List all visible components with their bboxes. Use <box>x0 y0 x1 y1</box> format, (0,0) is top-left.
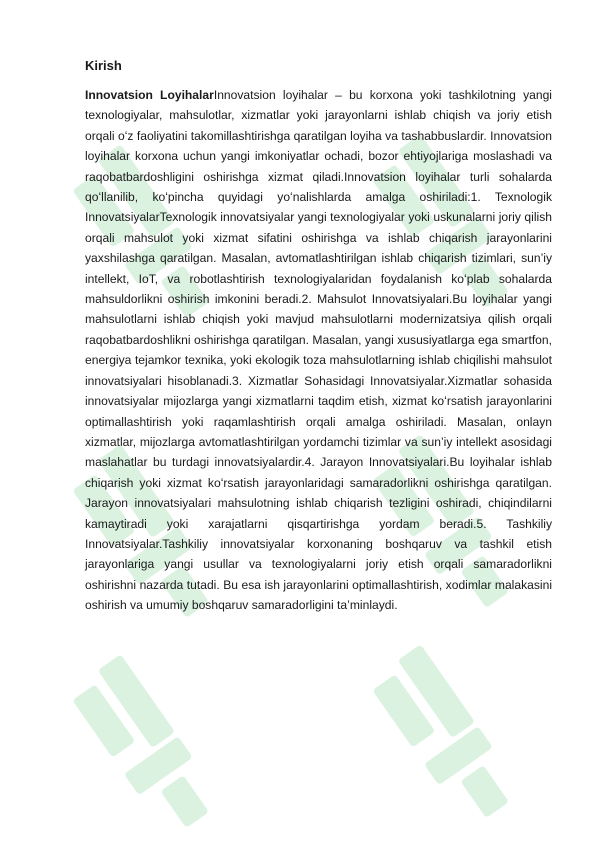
document-content <box>85 57 552 616</box>
watermark-logo-icon <box>370 630 540 830</box>
section-heading: Kirish <box>85 58 122 73</box>
lead-title: Innovatsion Loyihalar <box>85 88 214 102</box>
watermark-logo-icon <box>70 640 240 840</box>
body-text: Innovatsion loyihalar – bu korxona yoki tashkilotning yangi texnologiyalar, mahsulotlar, xizmatlar yoki jarayonlarni ishlab chiqish va joriy etish orqali oʻz faoliyatini takomillashtirishga qaratilgan loyiha va tashabbuslardir. Innovatsion loyihalar korxona uchun yangi imkoniyatlar ochadi, bozor ehtiyojlariga moslashadi va raqobatbardoshligini oshirishga xizmat qiladi.Innovatsion loyihalar turli sohalarda qoʻllanilib, koʻpincha quyidagi yoʻnalishlarda amalga oshiriladi:1. Texnologik InnovatsiyalarTexnologik innovatsiyalar yangi texnologiyalar yoki uskunalarni joriy qilish orqali mahsulot yoki xizmat sifatini oshirishga va ishlab chiqarish jarayonlarini yaxshilashga qaratilgan. Masalan, avtomatlashtirilgan ishlab chiqarish tizimlari, sun’iy intellekt, IoT, va robotlashtirish texnologiyalaridan foydalanish koʻplab sohalarda mahsuldorlikni oshirish imkonini beradi.2. Mahsulot Innovatsiyalari.Bu loyihalar yangi mahsulotlarni ishlab chiqish yoki mavjud mahsulotlarni modernizatsiya qilish orqali raqobatbardoshlikni oshirishga qaratilgan. Masalan, yangi xususiyatlarga ega smartfon, energiya tejamkor texnika, yoki ekologik toza mahsulotlarning ishlab chiqilishi mahsulot innovatsiyalari hisoblanadi.3. Xizmatlar Sohasidagi Innovatsiyalar.Xizmatlar sohasida innovatsiyalar mijozlarga yangi xizmatlarni taqdim etish, xizmat koʻrsatish jarayonlarini optimallashtirish yoki raqamlashtirish orqali amalga oshiriladi. Masalan, onlayn xizmatlar, mijozlarga avtomatlashtirilgan yordamchi tizimlar va sun’iy intellekt asosidagi maslahatlar bu turdagi innovatsiyalardir.4. Jarayon Innovatsiyalari.Bu loyihalar ishlab chiqarish yoki xizmat koʻrsatish jarayonlaridagi samaradorlikni oshirishga qaratilgan. Jarayon innovatsiyalari mahsulotning ishlab chiqarish tezligini oshiradi, chiqindilarni kamaytiradi yoki xarajatlarni qisqartirishga yordam beradi.5. Tashkiliy Innovatsiyalar.Tashkiliy innovatsiyalar korxonaning boshqaruv va tashkil etish jarayonlariga yangi usullar va texnologiyalarni joriy etish orqali samaradorlikni oshirishni nazarda tutadi. Bu esa ish jarayonlarini optimallashtirish, xodimlar malakasini oshirish va umumiy boshqaruv samaradorligini ta’minlaydi. <box>85 88 552 613</box>
body-paragraph <box>85 85 552 616</box>
